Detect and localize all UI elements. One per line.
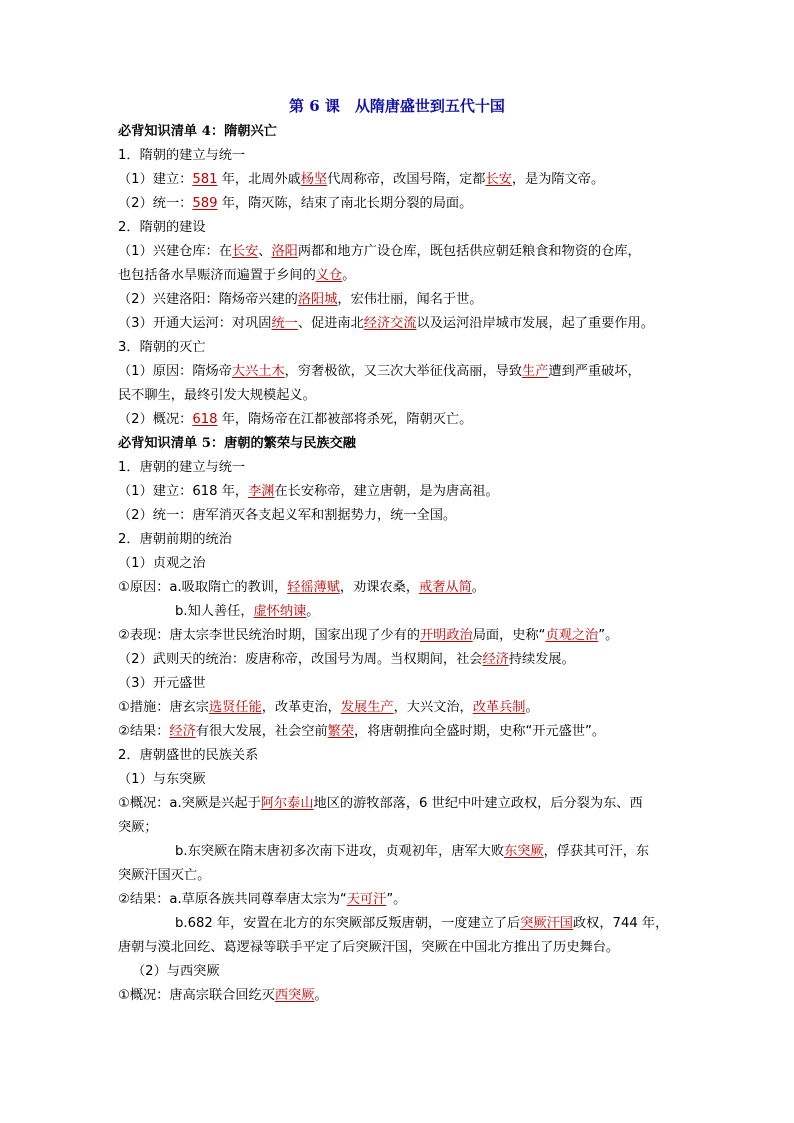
keyword-underlined: 改革兵制 bbox=[472, 700, 526, 715]
keyword-underlined: 义仓 bbox=[315, 268, 343, 283]
text-line bbox=[118, 194, 688, 214]
text-segment: （1）与东突厥 bbox=[118, 772, 206, 787]
keyword-underlined: 经济 bbox=[169, 724, 196, 739]
text-segment: 、促进南北 bbox=[297, 316, 364, 331]
text-line bbox=[118, 890, 688, 910]
text-segment: 遭到严重破坏， bbox=[548, 364, 641, 379]
keyword-underlined: 生产 bbox=[522, 364, 549, 379]
text-line bbox=[118, 170, 688, 190]
text-segment: ①措施：唐玄宗 bbox=[118, 700, 209, 715]
text-line bbox=[118, 578, 688, 598]
text-segment: 有很大发展，社会空前 bbox=[195, 724, 328, 739]
text-line bbox=[175, 842, 745, 862]
text-line bbox=[118, 386, 688, 406]
text-segment: 。 bbox=[471, 580, 485, 595]
text-segment: 年，隋炀帝在江都被部将杀死，隋朝灭亡。 bbox=[217, 412, 473, 427]
text-segment: 3．隋朝的灭亡 bbox=[118, 340, 206, 355]
text-segment: 以及运河沿岸城市发展，起了重要作用。 bbox=[416, 316, 654, 331]
text-segment: （2）与西突厥 bbox=[132, 964, 220, 979]
keyword-underlined: 阿尔泰山 bbox=[260, 796, 314, 811]
text-segment: 2．隋朝的建设 bbox=[118, 220, 206, 235]
text-segment: ，穷奢极欲，又三次大举征伐高丽，导致 bbox=[284, 364, 523, 379]
keyword-underlined: 轻徭薄赋 bbox=[287, 580, 340, 595]
text-segment: ②表现：唐太宗李世民统治时期，国家出现了少有的 bbox=[118, 628, 420, 643]
text-line bbox=[118, 818, 688, 838]
section-heading bbox=[118, 434, 688, 454]
text-segment: 突厥； bbox=[118, 820, 158, 835]
keyword-underlined: 虚怀纳谏 bbox=[253, 604, 307, 619]
keyword-underlined: 繁荣 bbox=[327, 724, 355, 739]
text-segment: ，劝课农桑， bbox=[339, 580, 420, 595]
text-segment: （1）兴建仓库：在 bbox=[118, 244, 232, 259]
text-line bbox=[118, 866, 688, 886]
text-segment: ，俘获其可汗，东 bbox=[543, 844, 650, 859]
keyword-underlined: 经济交流 bbox=[363, 316, 417, 331]
keyword-underlined: 突厥汗国 bbox=[520, 916, 573, 931]
text-segment: 地区的游牧部落，6 世纪中叶建立政权，后分裂为东、西 bbox=[313, 796, 643, 811]
text-line bbox=[118, 362, 688, 382]
text-line bbox=[118, 674, 688, 694]
text-segment: （2）概况： bbox=[118, 412, 193, 427]
keyword-underlined: 开明政治 bbox=[419, 628, 473, 643]
keyword-underlined: 洛阳 bbox=[271, 244, 298, 259]
text-segment: 代周称帝，改国号隋，定都 bbox=[327, 172, 486, 187]
text-line bbox=[118, 482, 688, 502]
text-segment: ，将唐朝推向全盛时期，史称“开元盛世”。 bbox=[354, 724, 606, 739]
text-segment: （1）原因：隋炀帝 bbox=[118, 364, 232, 379]
text-line bbox=[118, 986, 688, 1006]
text-line bbox=[118, 290, 688, 310]
text-line bbox=[118, 410, 688, 430]
keyword-underlined: 长安 bbox=[485, 172, 512, 187]
text-segment: 年，北周外戚 bbox=[217, 172, 301, 187]
text-segment: ①原因：a.吸取隋亡的教训， bbox=[118, 580, 288, 595]
text-line bbox=[118, 938, 688, 958]
keyword-underlined: 618 bbox=[192, 412, 218, 427]
text-line bbox=[118, 146, 688, 166]
keyword-underlined: 大兴土木 bbox=[231, 364, 285, 379]
text-line bbox=[118, 554, 688, 574]
text-line bbox=[175, 914, 745, 934]
text-segment: 政权，744 年， bbox=[573, 916, 669, 931]
text-line bbox=[118, 698, 688, 718]
text-line bbox=[118, 722, 688, 742]
text-segment: 局面，史称“ bbox=[472, 628, 546, 643]
text-segment: 。 bbox=[314, 988, 328, 1003]
text-line bbox=[118, 530, 688, 550]
text-segment: （3）开元盛世 bbox=[118, 676, 206, 691]
text-segment: ，改革吏治， bbox=[261, 700, 341, 715]
text-segment: ，宏伟壮丽，闻名于世。 bbox=[337, 292, 483, 307]
text-line bbox=[118, 242, 688, 262]
text-line bbox=[118, 218, 688, 238]
text-segment: 1．唐朝的建立与统一 bbox=[118, 460, 246, 475]
keyword-underlined: 581 bbox=[192, 172, 218, 187]
text-segment: b.东突厥在隋末唐初多次南下进攻，贞观初年，唐军大败 bbox=[175, 844, 505, 859]
text-segment: b.682 年，安置在北方的东突厥部反叛唐朝，一度建立了后 bbox=[175, 916, 521, 931]
keyword-underlined: 天可汗 bbox=[346, 892, 387, 907]
text-segment: （1）建立： bbox=[118, 172, 193, 187]
text-line bbox=[118, 770, 688, 790]
text-segment: （2）统一：唐军消灭各支起义军和割据势力，统一全国。 bbox=[118, 508, 457, 523]
keyword-underlined: 李渊 bbox=[248, 484, 275, 499]
text-segment: ①概况：唐高宗联合回纥灭 bbox=[118, 988, 275, 1003]
text-segment: 两都和地方广设仓库，既包括供应朝廷粮食和物资的仓库， bbox=[297, 244, 641, 259]
text-line bbox=[118, 314, 688, 334]
section-heading bbox=[118, 122, 688, 142]
text-line bbox=[118, 626, 688, 646]
keyword-underlined: 589 bbox=[192, 196, 218, 211]
text-segment: 。 bbox=[342, 268, 356, 283]
text-segment: （2）统一： bbox=[118, 196, 193, 211]
text-segment: （3）开通大运河：对巩固 bbox=[118, 316, 272, 331]
text-segment: 民不聊生，最终引发大规模起义。 bbox=[118, 388, 316, 403]
keyword-underlined: 长安 bbox=[231, 244, 259, 259]
text-segment: b.知人善任， bbox=[175, 604, 254, 619]
text-segment: 1．隋朝的建立与统一 bbox=[118, 148, 246, 163]
keyword-underlined: 选贤任能 bbox=[208, 700, 262, 715]
text-segment: （1）建立：618 年， bbox=[118, 484, 249, 499]
text-segment: ②结果：a.草原各族共同尊奉唐太宗为“ bbox=[118, 892, 347, 907]
text-segment: （2）武则天的统治：废唐称帝，改国号为周。当权期间，社会 bbox=[118, 652, 483, 667]
text-line bbox=[118, 794, 688, 814]
text-segment: 在长安称帝，建立唐朝，是为唐高祖。 bbox=[274, 484, 499, 499]
keyword-underlined: 经济 bbox=[482, 652, 509, 667]
text-segment: ”。 bbox=[386, 892, 407, 907]
keyword-underlined: 戒奢从简 bbox=[419, 580, 472, 595]
text-segment: 唐朝与漠北回纥、葛逻禄等联手平定了后突厥汗国，突厥在中国北方推出了历史舞台。 bbox=[118, 940, 620, 955]
text-segment: 。 bbox=[525, 700, 539, 715]
text-segment: ②结果： bbox=[118, 724, 170, 739]
keyword-underlined: 西突厥 bbox=[274, 988, 315, 1003]
text-line bbox=[175, 602, 745, 622]
text-segment: （2）兴建洛阳：隋炀帝兴建的 bbox=[118, 292, 298, 307]
text-segment: 2．唐朝前期的统治 bbox=[118, 532, 232, 547]
text-segment: ”。 bbox=[598, 628, 619, 643]
text-segment: （1）贞观之治 bbox=[118, 556, 206, 571]
text-segment: 持续发展。 bbox=[508, 652, 575, 667]
text-segment: 。 bbox=[306, 604, 320, 619]
lesson-title: 第 6 课 从隋唐盛世到五代十国 bbox=[289, 97, 505, 115]
text-segment: 必背知识清单 4：隋朝兴亡 bbox=[118, 124, 277, 139]
text-segment: 也包括备水旱赈济而遍置于乡间的 bbox=[118, 268, 316, 283]
text-segment: 2．唐朝盛世的民族关系 bbox=[118, 748, 259, 763]
text-segment: ，大兴文治， bbox=[393, 700, 473, 715]
keyword-underlined: 发展生产 bbox=[340, 700, 394, 715]
text-line bbox=[118, 266, 688, 286]
text-line bbox=[118, 650, 688, 670]
text-segment: ，是为隋文帝。 bbox=[511, 172, 605, 187]
text-line bbox=[118, 506, 688, 526]
text-line bbox=[118, 458, 688, 478]
text-line bbox=[118, 746, 688, 766]
keyword-underlined: 统一 bbox=[271, 316, 298, 331]
text-line bbox=[118, 338, 688, 358]
text-segment: 必背知识清单 5：唐朝的繁荣与民族交融 bbox=[118, 436, 356, 451]
text-segment: ①概况：a.突厥是兴起于 bbox=[118, 796, 261, 811]
keyword-underlined: 东突厥 bbox=[504, 844, 544, 859]
keyword-underlined: 贞观之治 bbox=[545, 628, 599, 643]
text-segment: 、 bbox=[258, 244, 272, 259]
keyword-underlined: 杨坚 bbox=[300, 172, 328, 187]
text-segment: 突厥汗国灭亡。 bbox=[118, 868, 211, 883]
text-segment: 年，隋灭陈，结束了南北长期分裂的局面。 bbox=[217, 196, 473, 211]
keyword-underlined: 洛阳城 bbox=[297, 292, 338, 307]
text-line bbox=[132, 962, 702, 982]
